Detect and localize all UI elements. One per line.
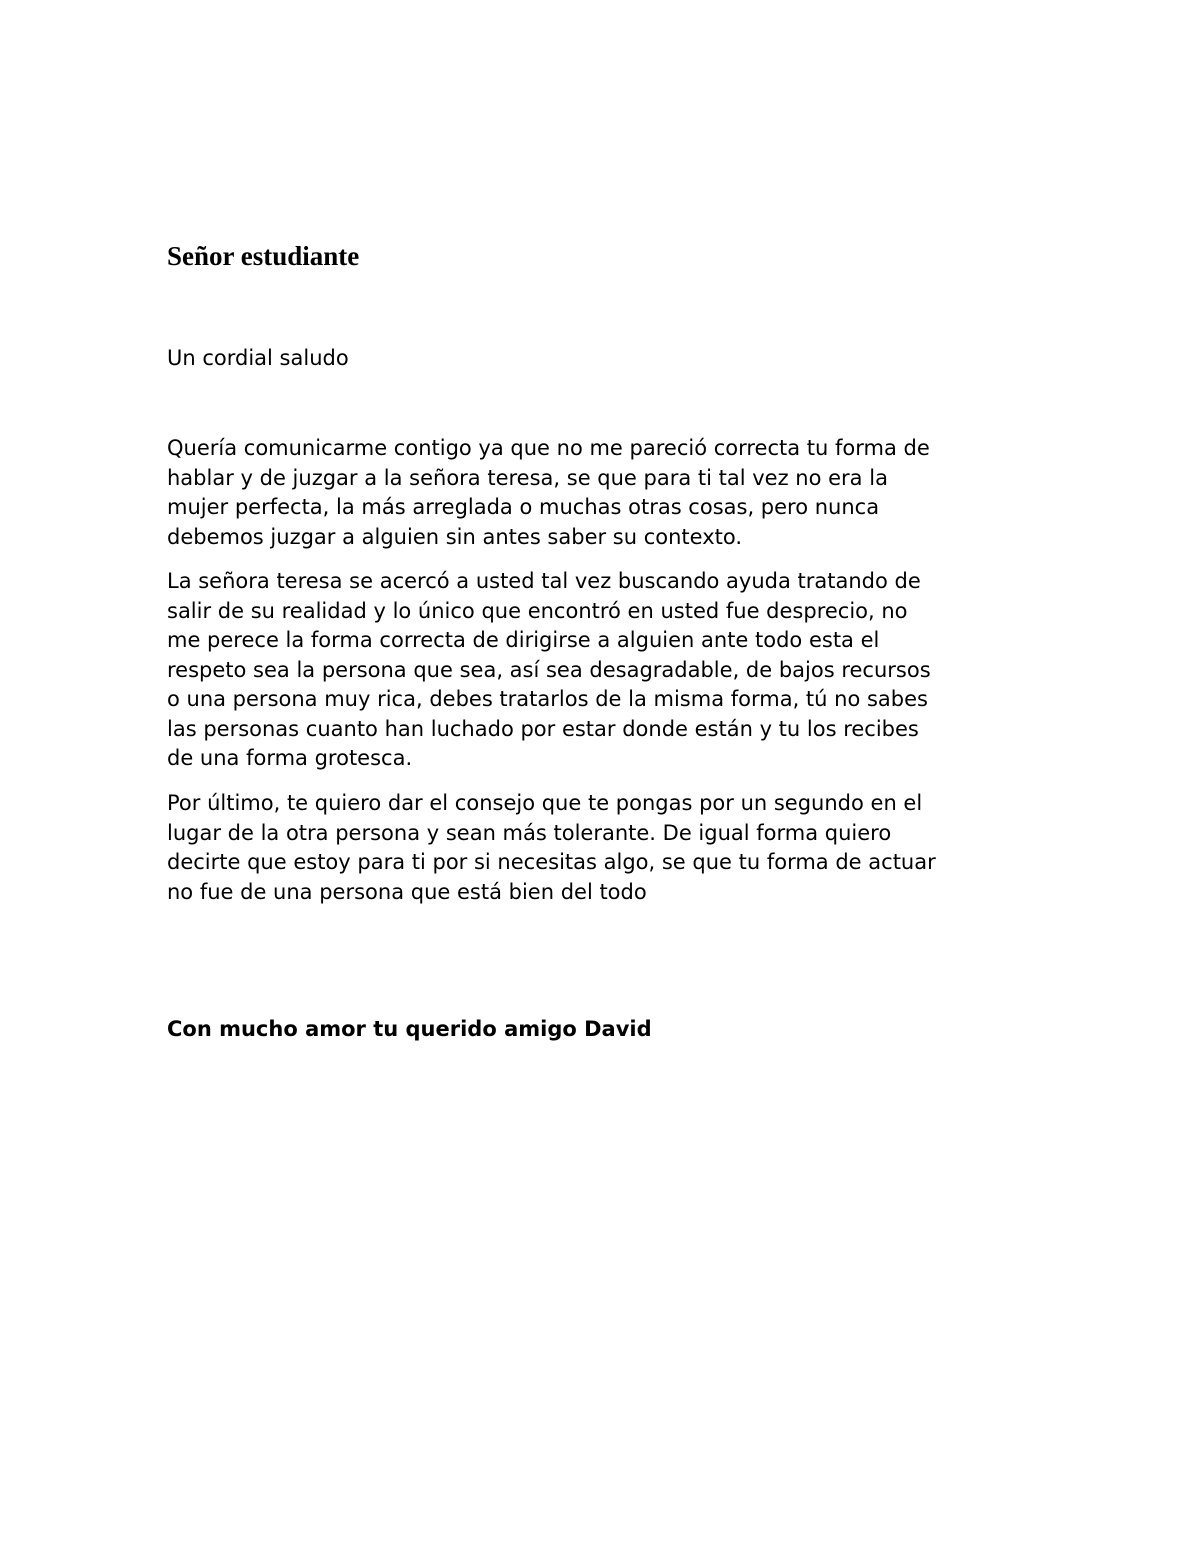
paragraph-line: decirte que estoy para ti por si necesitas algo, se que tu forma de actuar: [167, 850, 936, 874]
paragraph-line: salir de su realidad y lo único que encontró en usted fue desprecio, no: [167, 598, 908, 623]
paragraph-line: Quería comunicarme contigo ya que no me pareció correcta tu forma de: [167, 436, 930, 460]
paragraph-line: de una forma grotesca.: [167, 746, 413, 770]
paragraph-line: las personas cuanto han luchado por estar donde están y tu los recibes: [167, 716, 919, 741]
paragraph-3: [167, 789, 936, 907]
paragraph-line: debemos juzgar a alguien sin antes saber su contexto.: [167, 524, 743, 549]
paragraph-1: [167, 434, 930, 552]
paragraph-line: hablar y de juzgar a la señora teresa, se que para ti tal vez no era la: [167, 465, 888, 490]
greeting: Un cordial saludo: [167, 346, 349, 370]
paragraph-line: La señora teresa se acercó a usted tal vez buscando ayuda tratando de: [167, 569, 921, 593]
paragraph-line: o una persona muy rica, debes tratarlos de la misma forma, tú no sabes: [167, 687, 928, 711]
paragraph-line: me perece la forma correcta de dirigirse a alguien ante todo esta el: [167, 628, 880, 652]
paragraph-line: no fue de una persona que está bien del todo: [167, 879, 647, 904]
paragraph-line: lugar de la otra persona y sean más tolerante. De igual forma quiero: [167, 820, 892, 845]
paragraph-2: [167, 567, 931, 774]
letter-title: Señor estudiante: [167, 241, 360, 271]
signature: Con mucho amor tu querido amigo David: [167, 1017, 652, 1041]
paragraph-line: mujer perfecta, la más arreglada o muchas otras cosas, pero nunca: [167, 495, 880, 519]
paragraph-line: respeto sea la persona que sea, así sea desagradable, de bajos recursos: [167, 657, 931, 682]
paragraph-line: Por último, te quiero dar el consejo que te pongas por un segundo en el: [167, 791, 923, 815]
